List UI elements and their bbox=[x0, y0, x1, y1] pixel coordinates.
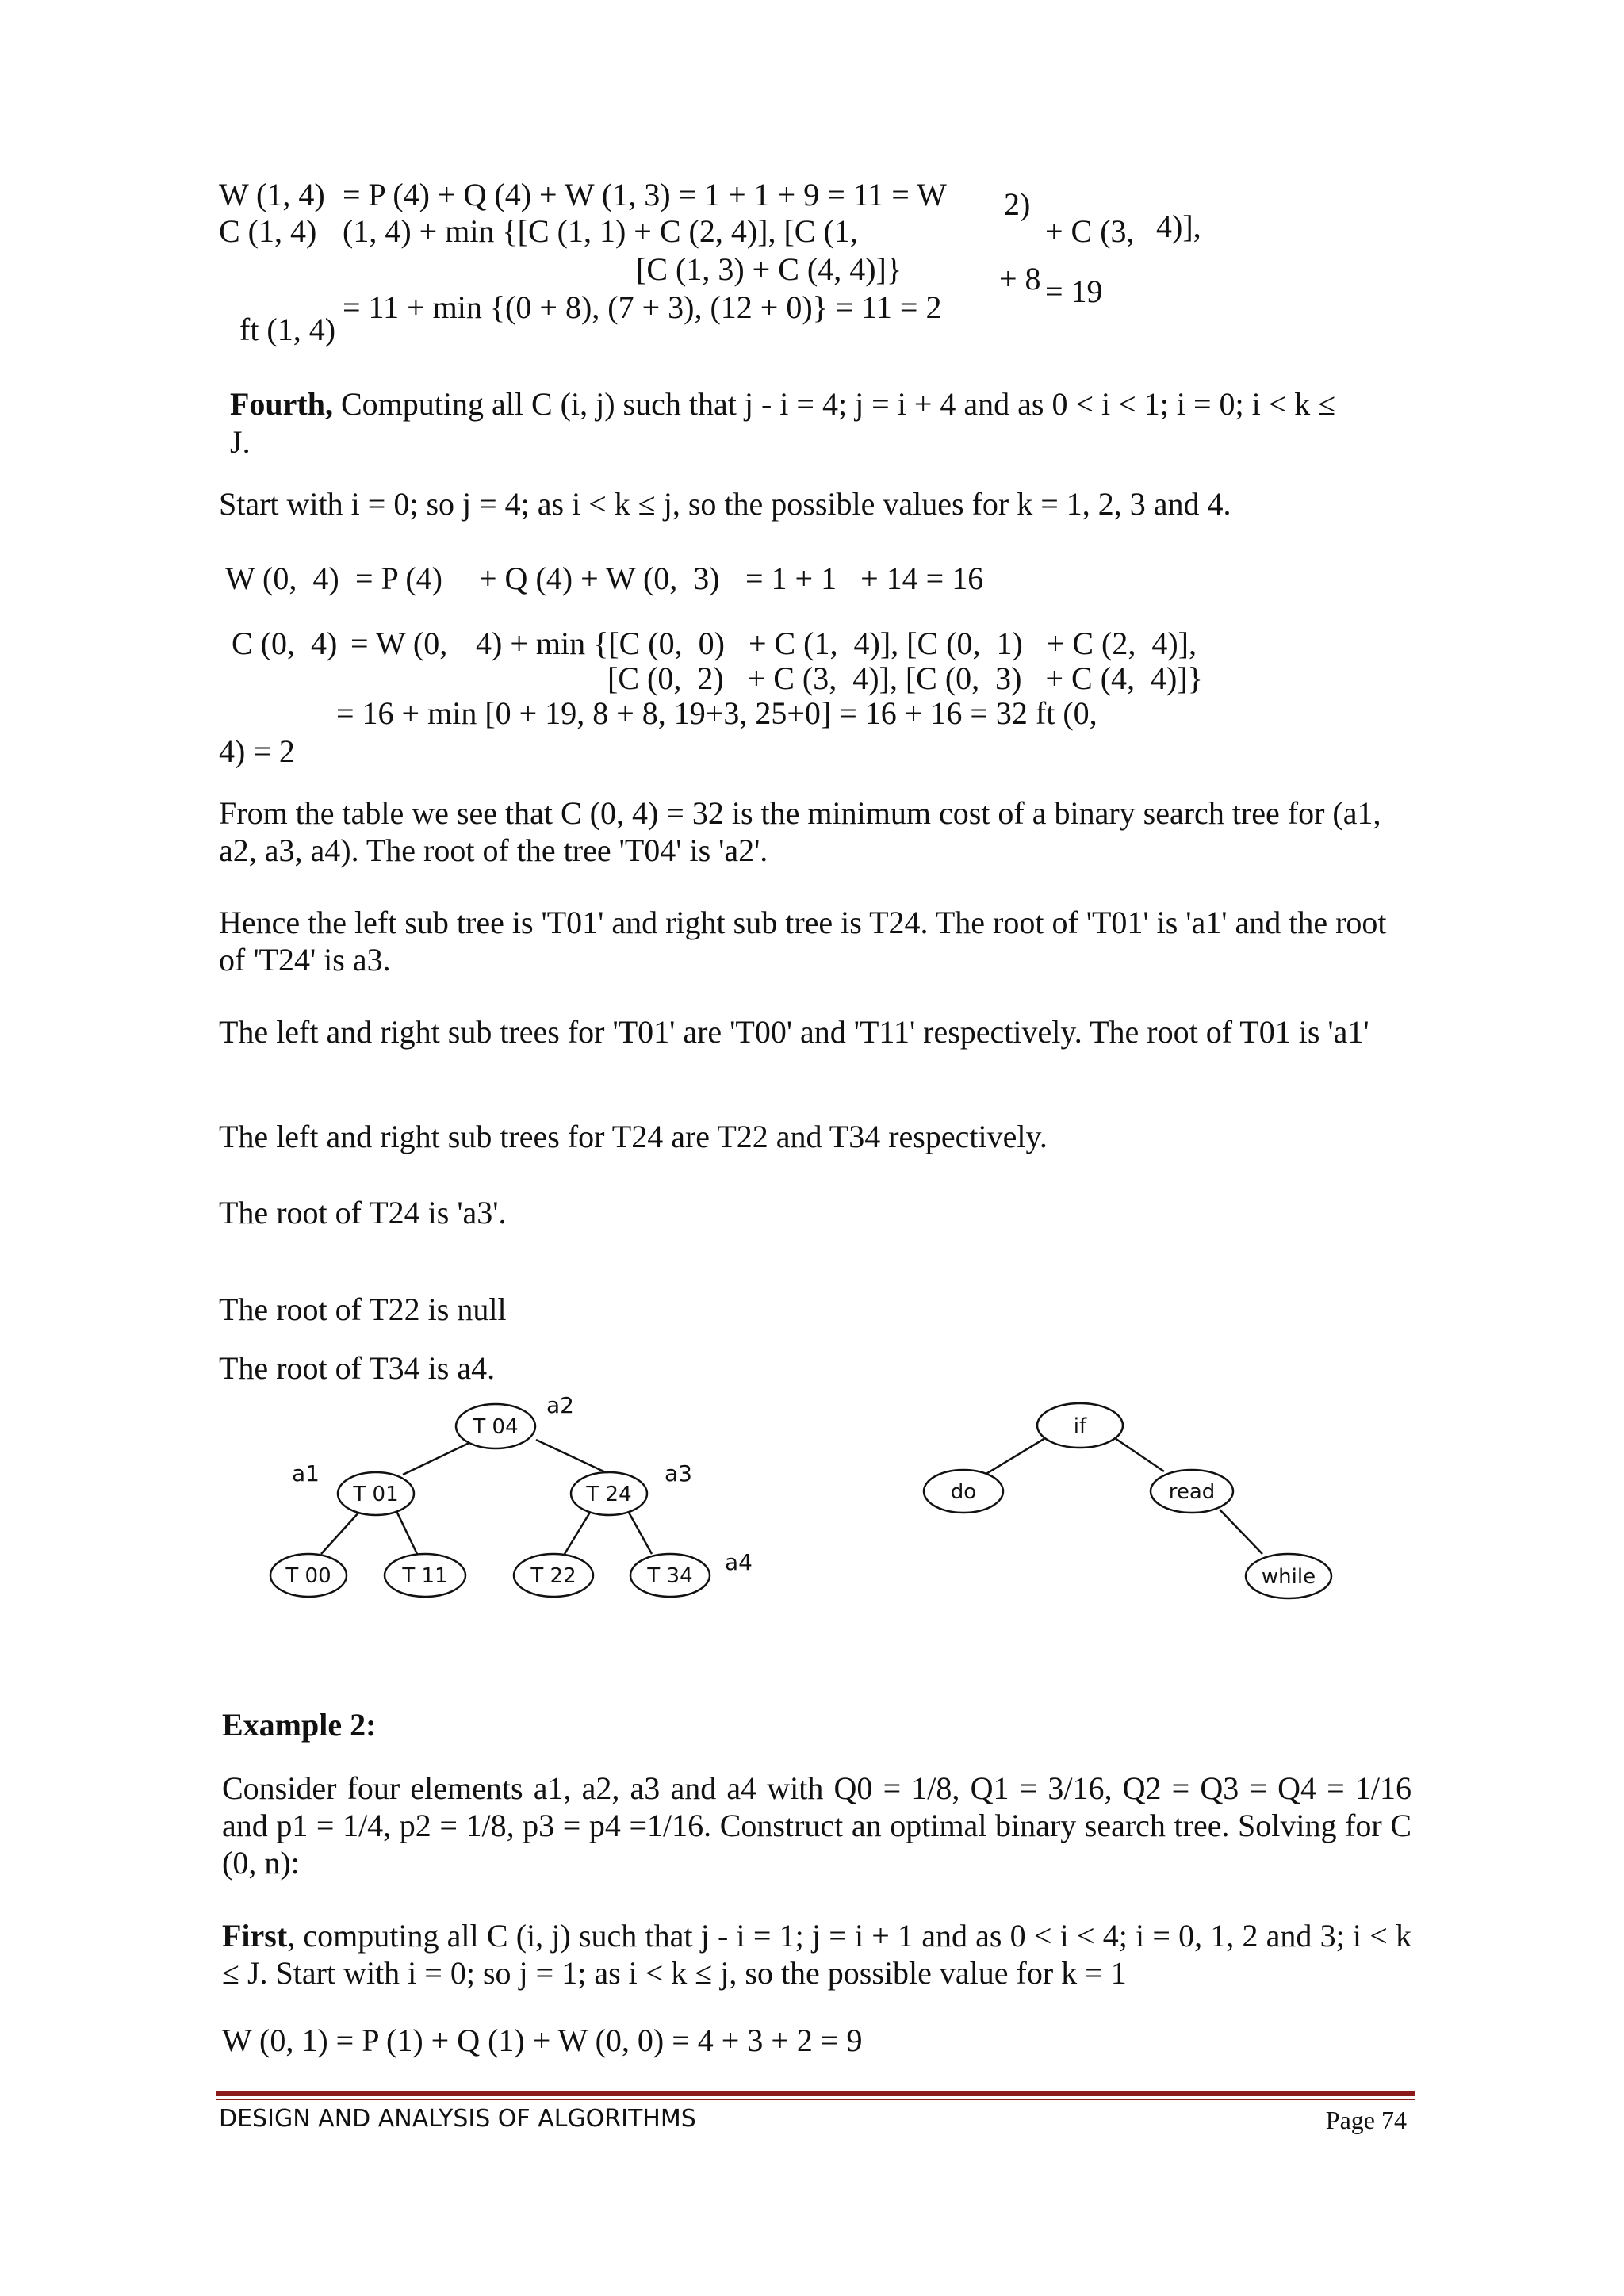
eq-w04-a: W (0, 4) bbox=[225, 561, 339, 596]
tree2-node-while: while bbox=[1261, 1565, 1316, 1589]
eq-c04-f: 4) = 2 bbox=[219, 733, 295, 769]
eq-c04-c: 4) + min {[C (0, 0) + C (1, 4)], [C (0, 1) + C (2, 4)], bbox=[476, 626, 1197, 661]
example2-body: Consider four elements a1, a2, a3 and a4 with Q0 = 1/8, Q1 = 3/16, Q2 = Q3 = Q4 = 1/16 and p1 = 1/4, p2 = 1/8, p3 = p4 =1/16. Construct an optimal binary search tree. Solving for C (0, n): bbox=[222, 1770, 1411, 1881]
paragraph-root-t24: The root of T24 is 'a3'. bbox=[219, 1195, 507, 1230]
paragraph-subtrees: Hence the left sub tree is 'T01' and right sub tree is T24. The root of 'T01' is 'a1' and the root of 'T24' is a3. bbox=[219, 905, 1387, 978]
paragraph-t24: The left and right sub trees for T24 are T22 and T34 respectively. bbox=[219, 1119, 1048, 1154]
start-line: Start with i = 0; so j = 4; as i < k ≤ j, so the possible values for k = 1, 2, 3 and 4. bbox=[219, 486, 1231, 522]
eq-ft14: ft (1, 4) bbox=[239, 312, 336, 347]
eq-c14-tail-a: + C (3, bbox=[1045, 213, 1135, 249]
eq-w04-d: = 1 + 1 + 14 = 16 bbox=[745, 561, 984, 596]
paragraph-min-cost: From the table we see that C (0, 4) = 32 is the minimum cost of a binary search tree for (a1, a2, a3, a4). The root of the tree 'T04' is 'a2'. bbox=[219, 795, 1381, 868]
page-number: Page 74 bbox=[1325, 2106, 1407, 2134]
eq-w04-b: = P (4) bbox=[355, 561, 442, 596]
tree1-node-t04: T 04 bbox=[473, 1415, 519, 1439]
eq-c14-tail-b: 4)], bbox=[1156, 209, 1201, 244]
paragraph-t01: The left and right sub trees for 'T01' are 'T00' and 'T11' respectively. The root of T01 is 'a1' bbox=[219, 1014, 1369, 1050]
fourth-text: Computing all C (i, j) such that j - i = 4; j = i + 4 and as 0 < i < 1; i = 0; i < k ≤ bbox=[333, 386, 1336, 422]
eq-w04-c: + Q (4) + W (0, 3) bbox=[479, 561, 720, 596]
tree1-label-a4: a4 bbox=[725, 1549, 753, 1575]
eq-w14-tail: 2) bbox=[1004, 186, 1031, 222]
eq-c04-e: = 16 + min [0 + 19, 8 + 8, 19+3, 25+0] = 16 + 16 = 32 ft (0, bbox=[336, 695, 1097, 731]
footer-rule bbox=[216, 2091, 1415, 2096]
eq-w14-lhs: W (1, 4) bbox=[219, 177, 325, 212]
eq-c14-line4: = 11 + min {(0 + 8), (7 + 3), (12 + 0)} = 11 = 2 bbox=[343, 289, 942, 325]
eq-c04-b: = W (0, bbox=[350, 626, 448, 661]
fourth-label: Fourth, bbox=[230, 386, 333, 422]
example2-first bbox=[222, 1917, 1411, 1992]
paragraph-root-t22: The root of T22 is null bbox=[219, 1292, 507, 1327]
tree1-label-a1: a1 bbox=[292, 1460, 320, 1487]
eq-w14-rhs: = P (4) + Q (4) + W (1, 3) = 1 + 1 + 9 = 11 = W bbox=[343, 177, 947, 212]
example2-heading: Example 2: bbox=[222, 1707, 377, 1743]
eq-c14-lhs: C (1, 4) bbox=[219, 213, 317, 249]
eq-c04-d: [C (0, 2) + C (3, 4)], [C (0, 3) + C (4, 4)]} bbox=[607, 660, 1203, 696]
footer-rule-thin bbox=[216, 2099, 1415, 2100]
eq-c14-line3-tail-b: = 19 bbox=[1045, 274, 1103, 309]
tree2-node-if: if bbox=[1073, 1414, 1087, 1438]
eq-c14-rhs: (1, 4) + min {[C (1, 1) + C (2, 4)], [C (1, bbox=[343, 213, 858, 249]
footer-title: DESIGN AND ANALYSIS OF ALGORITHMS bbox=[219, 2105, 696, 2133]
tree2-node-read: read bbox=[1168, 1480, 1216, 1504]
tree-diagrams bbox=[0, 1380, 1624, 1617]
tree1-node-t22: T 22 bbox=[530, 1564, 576, 1588]
tree1-node-t11: T 11 bbox=[402, 1564, 448, 1588]
tree1-node-t01: T 01 bbox=[353, 1483, 399, 1506]
tree1-node-t00: T 00 bbox=[285, 1564, 331, 1588]
paragraph-root-t34: The root of T34 is a4. bbox=[219, 1350, 496, 1386]
eq-c04-a: C (0, 4) bbox=[232, 626, 338, 661]
tree2-node-do: do bbox=[950, 1480, 977, 1504]
eq-c14-line3: [C (1, 3) + C (4, 4)]} bbox=[636, 251, 902, 287]
example2-first-label: First bbox=[222, 1918, 288, 1954]
example2-w01: W (0, 1) = P (1) + Q (1) + W (0, 0) = 4 + 3 + 2 = 9 bbox=[222, 2022, 863, 2058]
fourth-cont: J. bbox=[230, 424, 251, 460]
fourth-line bbox=[230, 388, 1335, 420]
eq-c14-line3-tail-a: + 8 bbox=[999, 261, 1041, 297]
tree1-node-t24: T 24 bbox=[586, 1483, 632, 1506]
tree1-label-a2: a2 bbox=[546, 1392, 574, 1418]
tree1-node-t34: T 34 bbox=[647, 1564, 693, 1588]
example2-first-text: , computing all C (i, j) such that j - i = 1; j = i + 1 and as 0 < i < 4; i = 0, 1, 2 and 3; i < k ≤ J. Start with i = 0; so j = 1; as i < k ≤ j, so the possible value for k = 1 bbox=[222, 1918, 1411, 1991]
tree1-label-a3: a3 bbox=[665, 1460, 692, 1487]
